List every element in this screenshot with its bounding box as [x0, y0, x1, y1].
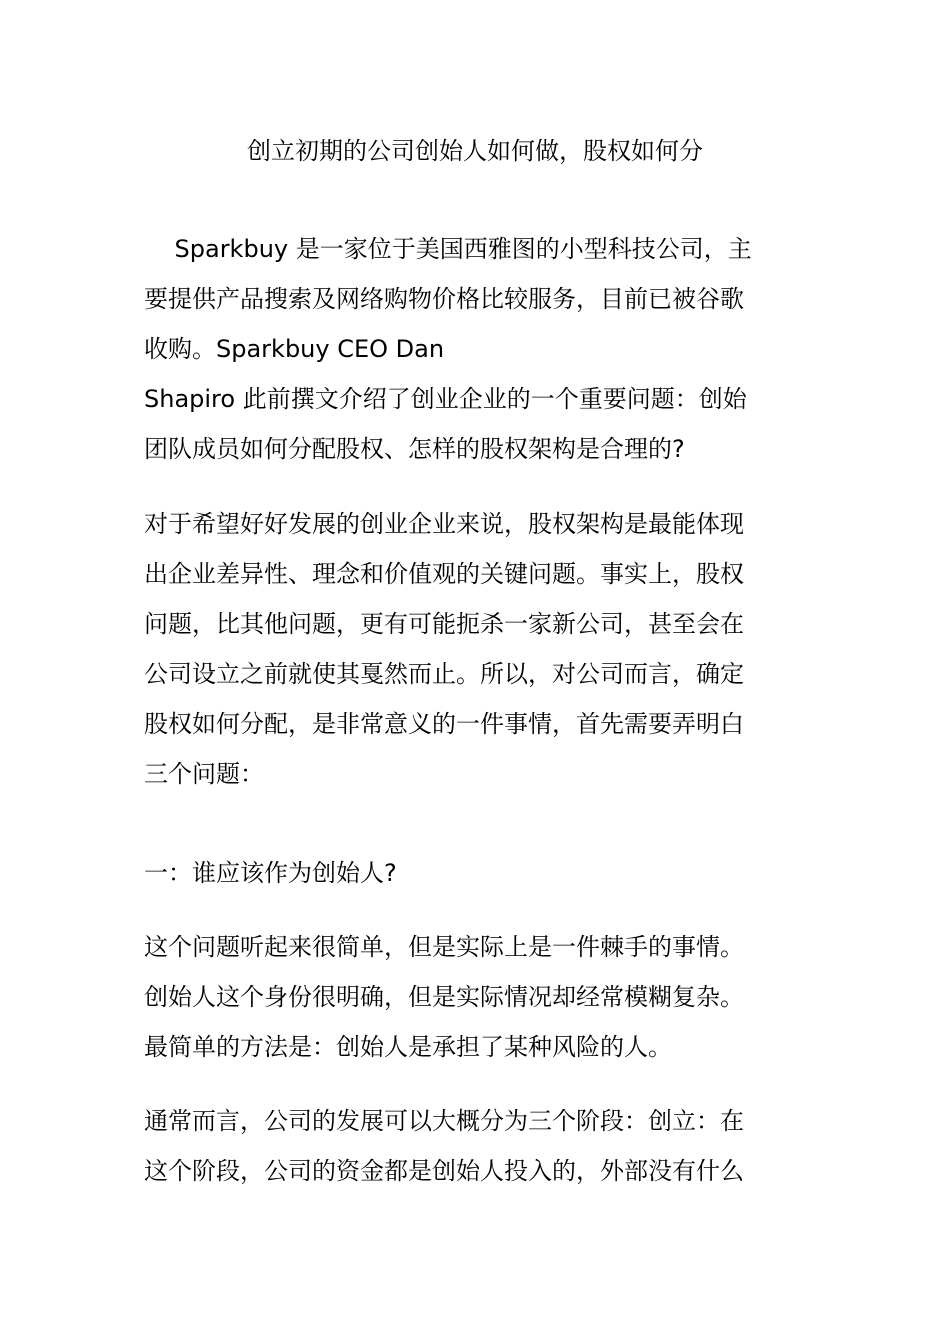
paragraph-2-line-5: 股权如何分配，是非常意义的一件事情，首先需要弄明白 [144, 710, 744, 738]
paragraph-4-line-2: 这个阶段，公司的资金都是创始人投入的，外部没有什么 [144, 1157, 744, 1185]
paragraph-2-line-2: 出企业差异性、理念和价值观的关键问题。事实上，股权 [144, 560, 744, 588]
paragraph-2-line-6: 三个问题： [144, 760, 264, 788]
paragraph-3-line-3: 最简单的方法是：创始人是承担了某种风险的人。 [144, 1033, 672, 1061]
paragraph-1-line-1: Sparkbuy 是一家位于美国西雅图的小型科技公司，主 [144, 235, 752, 263]
paragraph-2-line-3: 问题，比其他问题，更有可能扼杀一家新公司，甚至会在 [144, 610, 744, 638]
section-heading: 一：谁应该作为创始人? [144, 859, 397, 887]
paragraph-1-line-5: 团队成员如何分配股权、怎样的股权架构是合理的? [144, 435, 685, 463]
paragraph-1-line-2: 要提供产品搜索及网络购物价格比较服务，目前已被谷歌 [144, 285, 744, 313]
paragraph-3-line-2: 创始人这个身份很明确，但是实际情况却经常模糊复杂。 [144, 983, 744, 1011]
paragraph-3-line-1: 这个问题听起来很简单，但是实际上是一件棘手的事情。 [144, 933, 744, 961]
paragraph-2-line-1: 对于希望好好发展的创业企业来说，股权架构是最能体现 [144, 510, 744, 538]
paragraph-2-line-4: 公司设立之前就使其戛然而止。所以，对公司而言，确定 [144, 660, 744, 688]
document-title: 创立初期的公司创始人如何做，股权如何分 [247, 137, 703, 165]
paragraph-4-line-1: 通常而言，公司的发展可以大概分为三个阶段：创立：在 [144, 1107, 744, 1135]
paragraph-1-line-3: 收购。Sparkbuy CEO Dan [144, 335, 445, 363]
paragraph-1-line-4: Shapiro 此前撰文介绍了创业企业的一个重要问题：创始 [144, 385, 747, 413]
